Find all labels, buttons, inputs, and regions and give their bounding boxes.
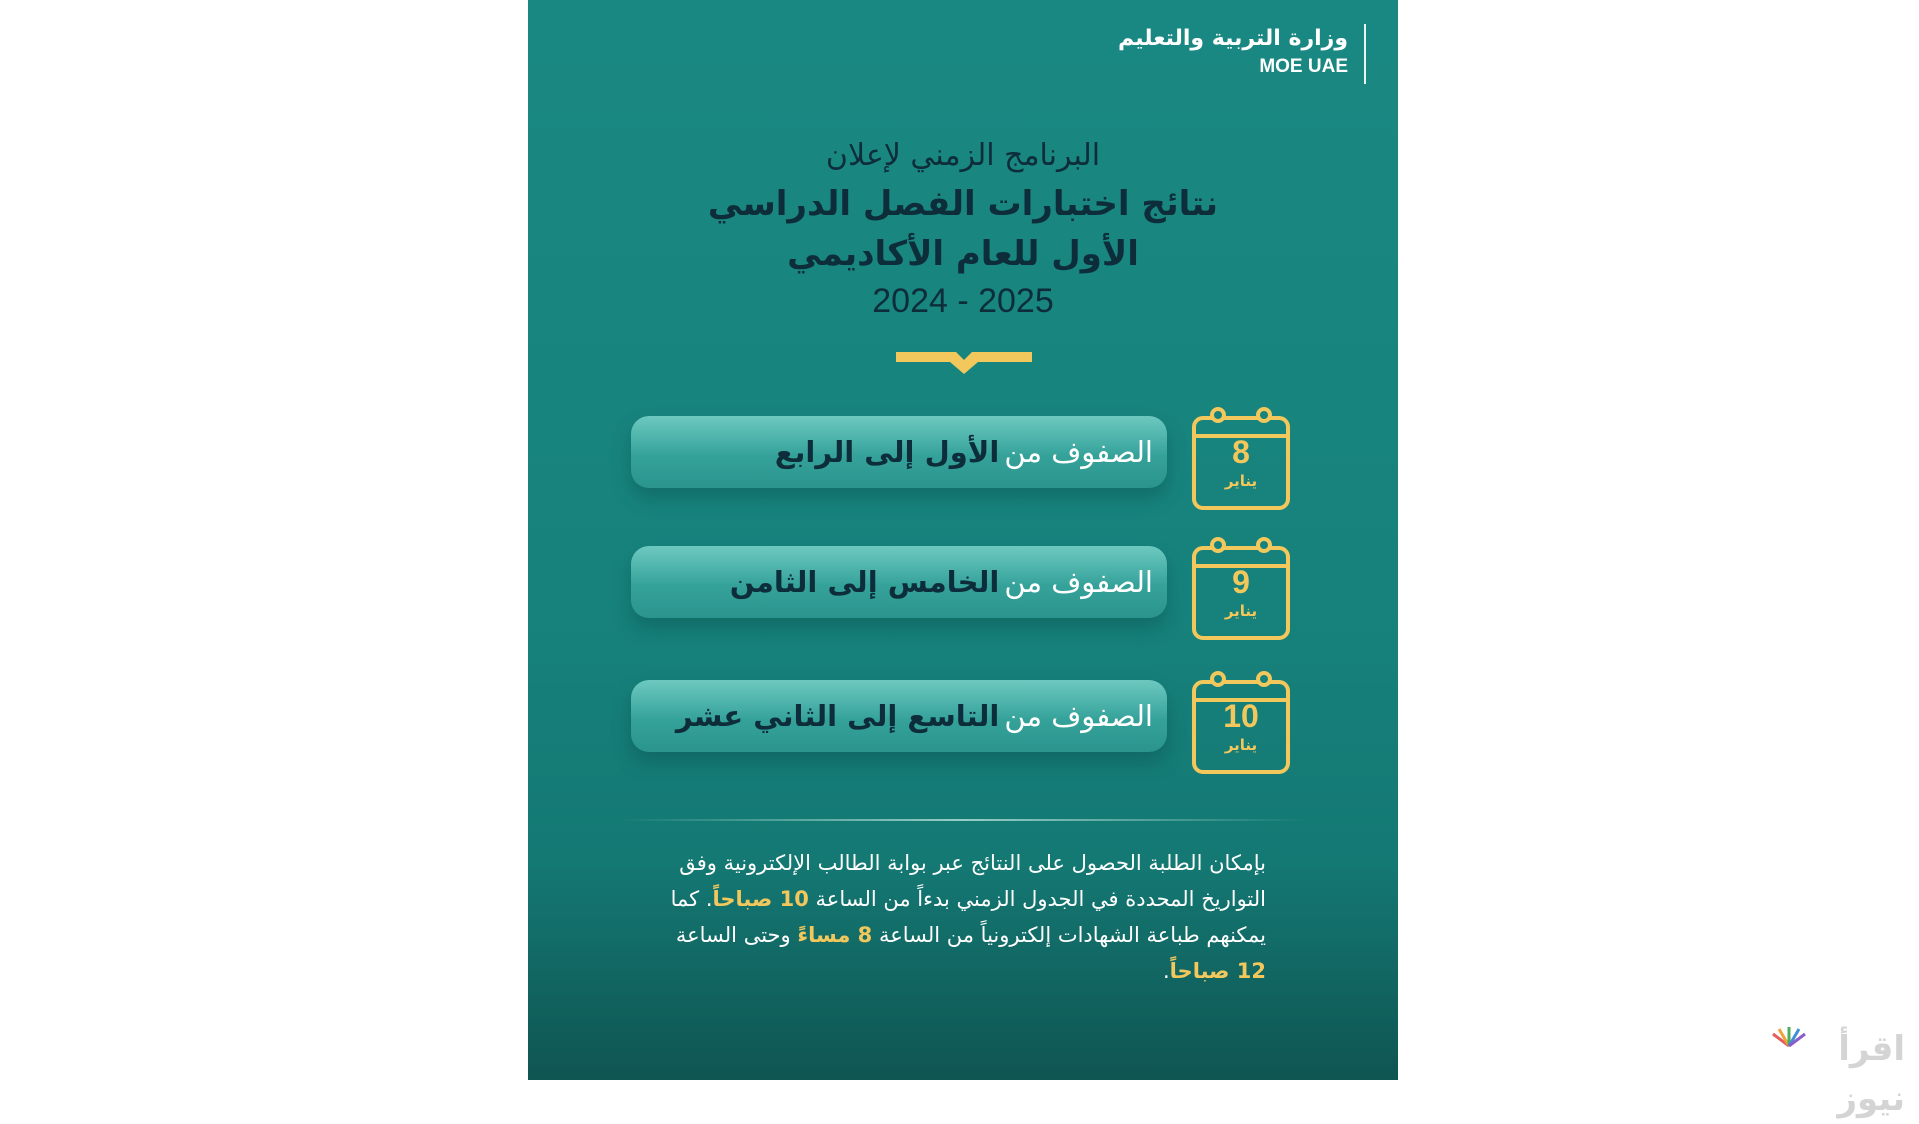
calendar-month: يناير xyxy=(1224,602,1258,620)
calendar-month: يناير xyxy=(1224,472,1258,490)
academic-year: 2024 - 2025 xyxy=(872,282,1054,320)
calendar-day: 8 xyxy=(1232,434,1250,470)
schedule-row xyxy=(528,532,1398,642)
grades-prefix: الصفوف من xyxy=(1004,435,1153,469)
note-time-highlight: 12 صباحاً xyxy=(1169,959,1266,983)
calendar-day: 9 xyxy=(1232,564,1250,600)
title-line-1: البرنامج الزمني لإعلان xyxy=(825,138,1101,173)
results-note xyxy=(658,845,1266,989)
grades-banner xyxy=(631,680,1167,752)
org-name-english: MOE UAE xyxy=(1259,56,1348,77)
note-text: . كما يمكنهم طباعة الشهادات إلكترونياً من الساعة xyxy=(670,887,1266,947)
section-divider xyxy=(618,819,1308,821)
note-time-highlight: 8 مساءً xyxy=(797,923,873,947)
calendar-day: 10 xyxy=(1223,698,1259,734)
grades-range: الأول إلى الرابع xyxy=(774,435,1000,469)
note-text: بإمكان الطلبة الحصول على النتائج عبر بوابة الطالب الإلكترونية وفق التواريخ المحددة في الجدول الزمني بدءاً من الساعة xyxy=(679,851,1266,911)
title-line-2: نتائج اختبارات الفصل الدراسي xyxy=(707,184,1219,224)
grades-range: التاسع إلى الثاني عشر xyxy=(675,699,1000,733)
calendar-date xyxy=(1190,402,1292,512)
note-text: وحتى الساعة xyxy=(675,923,798,947)
site-watermark xyxy=(1765,1024,1905,1119)
grades-prefix: الصفوف من xyxy=(1004,699,1153,733)
title-line-3: الأول للعام الأكاديمي xyxy=(787,234,1139,274)
grades-range: الخامس إلى الثامن xyxy=(729,565,1000,599)
moe-logo xyxy=(1066,24,1366,84)
grades-banner xyxy=(631,546,1167,618)
open-book-icon xyxy=(894,348,1034,376)
note-text: . xyxy=(1162,959,1170,983)
fan-logo-icon xyxy=(1769,1026,1809,1048)
announcement-poster xyxy=(528,0,1398,1080)
calendar-date xyxy=(1190,532,1292,642)
note-time-highlight: 10 صباحاً xyxy=(712,887,809,911)
schedule-row xyxy=(528,402,1398,512)
schedule-row xyxy=(528,666,1398,776)
calendar-month: يناير xyxy=(1224,736,1258,754)
calendar-date xyxy=(1190,666,1292,776)
watermark-text: اقرأ نيوز xyxy=(1837,1029,1905,1119)
org-name-arabic: وزارة التربية والتعليم xyxy=(1118,26,1348,51)
grades-prefix: الصفوف من xyxy=(1004,565,1153,599)
grades-banner xyxy=(631,416,1167,488)
